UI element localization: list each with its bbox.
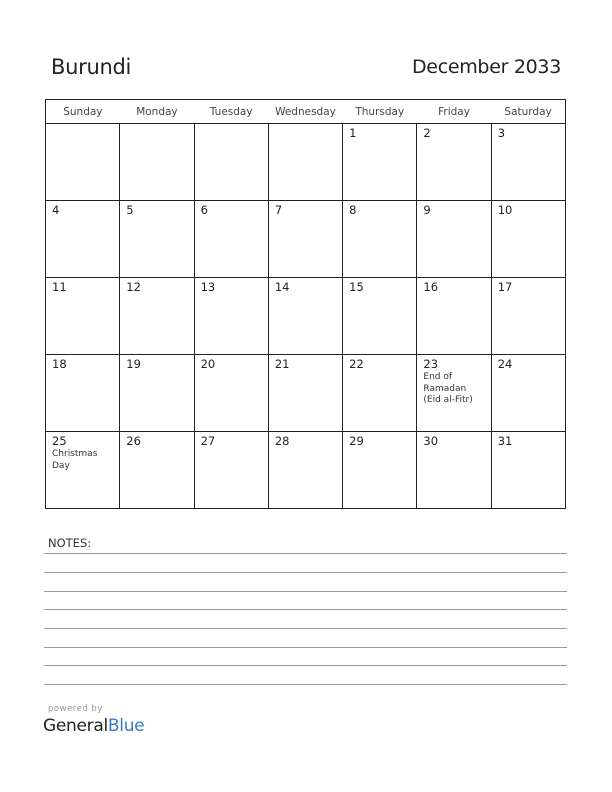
day-cell bbox=[417, 355, 491, 432]
day-number: 30 bbox=[423, 434, 439, 448]
day-number: 27 bbox=[200, 434, 216, 448]
weekday-tuesday: Tuesday bbox=[194, 100, 268, 124]
note-line bbox=[44, 553, 567, 554]
weekday-header-row bbox=[46, 100, 566, 124]
weekday-sunday: Sunday bbox=[46, 100, 120, 124]
day-cell bbox=[491, 201, 565, 278]
day-cell bbox=[120, 355, 194, 432]
brand-logo bbox=[43, 716, 144, 736]
weekday-wednesday: Wednesday bbox=[268, 100, 342, 124]
day-number: 1 bbox=[349, 126, 357, 140]
day-cell bbox=[491, 355, 565, 432]
day-cell bbox=[120, 124, 194, 201]
month-year-title: December 2033 bbox=[411, 56, 561, 78]
day-cell bbox=[268, 355, 342, 432]
day-number: 13 bbox=[200, 280, 216, 294]
day-cell bbox=[491, 124, 565, 201]
day-number: 10 bbox=[497, 203, 513, 217]
day-cell bbox=[268, 278, 342, 355]
day-number: 24 bbox=[497, 357, 513, 371]
day-cell bbox=[417, 432, 491, 509]
day-number: 26 bbox=[126, 434, 141, 448]
weekday-monday: Monday bbox=[120, 100, 194, 124]
day-number: 22 bbox=[349, 357, 364, 371]
day-number: 11 bbox=[52, 280, 67, 294]
day-cell bbox=[194, 201, 268, 278]
day-cell bbox=[343, 278, 417, 355]
day-cell bbox=[194, 278, 268, 355]
day-cell bbox=[46, 201, 120, 278]
weekday-thursday: Thursday bbox=[343, 100, 417, 124]
day-cell bbox=[120, 201, 194, 278]
day-cell bbox=[343, 201, 417, 278]
day-cell bbox=[417, 124, 491, 201]
day-cell bbox=[194, 432, 268, 509]
day-number: 4 bbox=[52, 203, 60, 217]
day-number: 21 bbox=[274, 357, 290, 371]
day-number: 15 bbox=[349, 280, 364, 294]
day-cell bbox=[343, 432, 417, 509]
day-number: 7 bbox=[274, 203, 283, 217]
note-line bbox=[44, 628, 567, 629]
week-row bbox=[46, 201, 566, 278]
day-cell bbox=[120, 278, 194, 355]
day-number: 14 bbox=[274, 280, 290, 294]
note-line bbox=[44, 609, 567, 610]
day-number: 6 bbox=[200, 203, 208, 217]
day-number: 16 bbox=[423, 280, 439, 294]
weekday-saturday: Saturday bbox=[491, 100, 565, 124]
day-cell bbox=[343, 124, 417, 201]
week-row bbox=[46, 432, 566, 509]
note-line bbox=[44, 684, 567, 685]
week-row bbox=[46, 124, 566, 201]
day-cell bbox=[343, 355, 417, 432]
day-cell bbox=[46, 124, 120, 201]
day-cell bbox=[268, 432, 342, 509]
day-cell bbox=[120, 432, 194, 509]
day-cell bbox=[491, 278, 565, 355]
day-cell bbox=[46, 355, 120, 432]
brand-name-blue: Blue bbox=[107, 716, 145, 736]
notes-label: NOTES: bbox=[48, 536, 92, 550]
day-number: 23 bbox=[423, 357, 439, 371]
day-number: 8 bbox=[349, 203, 357, 217]
week-row bbox=[46, 278, 566, 355]
note-line bbox=[44, 572, 567, 573]
day-cell bbox=[491, 432, 565, 509]
day-cell bbox=[46, 278, 120, 355]
weekday-friday: Friday bbox=[417, 100, 491, 124]
brand-name-general: General bbox=[43, 716, 108, 736]
day-cell bbox=[268, 201, 342, 278]
day-number: 3 bbox=[497, 126, 506, 140]
day-cell bbox=[194, 355, 268, 432]
day-number: 20 bbox=[200, 357, 216, 371]
week-row bbox=[46, 355, 566, 432]
day-number: 9 bbox=[423, 203, 431, 217]
holiday-label: Christmas Day bbox=[52, 449, 98, 471]
day-cell bbox=[417, 201, 491, 278]
country-title: Burundi bbox=[51, 55, 132, 79]
day-cell bbox=[46, 432, 120, 509]
note-line bbox=[44, 647, 567, 648]
note-line bbox=[44, 665, 567, 666]
day-number: 31 bbox=[497, 434, 513, 448]
day-number: 12 bbox=[126, 280, 141, 294]
powered-by-text: powered by bbox=[48, 704, 103, 714]
day-number: 25 bbox=[52, 434, 67, 448]
day-number: 19 bbox=[126, 357, 141, 371]
day-cell bbox=[417, 278, 491, 355]
day-cell bbox=[194, 124, 268, 201]
note-line bbox=[44, 591, 567, 592]
day-number: 29 bbox=[349, 434, 364, 448]
day-number: 5 bbox=[126, 203, 134, 217]
day-number: 2 bbox=[423, 126, 431, 140]
day-number: 17 bbox=[497, 280, 513, 294]
day-number: 18 bbox=[52, 357, 67, 371]
day-number: 28 bbox=[274, 434, 290, 448]
holiday-label: End of Ramadan (Eid al-Fitr) bbox=[423, 372, 473, 405]
calendar-grid bbox=[45, 99, 566, 509]
day-cell bbox=[268, 124, 342, 201]
